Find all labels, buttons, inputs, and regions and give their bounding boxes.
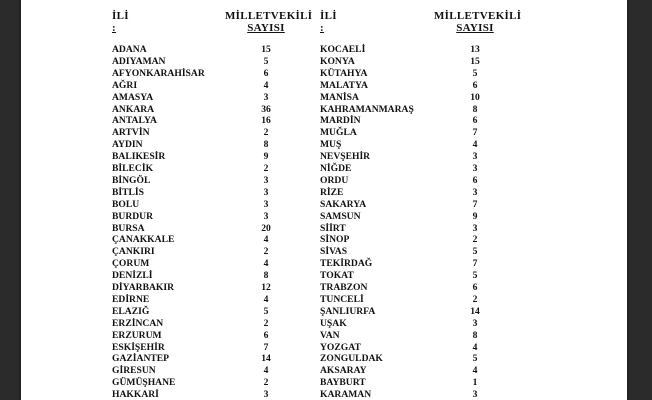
left-province-name: ELAZIĞ — [112, 305, 150, 317]
table-row — [21, 342, 627, 353]
left-deputy-count: 14 — [261, 353, 271, 365]
left-province-name: ADANA — [112, 44, 147, 55]
right-deputy-count-header — [434, 10, 522, 34]
table-row — [21, 306, 627, 317]
left-province-name: ÇANKIRI — [112, 246, 155, 258]
table-row — [21, 127, 627, 138]
left-province-name: BALIKESİR — [112, 151, 166, 163]
table-row — [21, 223, 627, 234]
left-deputy-count: 2 — [263, 377, 269, 389]
left-deputy-count-header — [225, 10, 313, 34]
left-deputy-count: 3 — [263, 91, 269, 103]
table-row — [21, 199, 627, 210]
left-province-name: BURSA — [112, 222, 145, 234]
left-province-name: ESKİŞEHİR — [112, 341, 165, 353]
right-province-name: MALATYA — [320, 79, 368, 91]
table-row — [21, 211, 627, 222]
right-province-name: TUNCELİ — [320, 293, 364, 305]
left-province-name: BURDUR — [112, 210, 154, 222]
left-deputy-count: 12 — [261, 282, 271, 293]
left-deputy-count: 2 — [263, 163, 269, 174]
right-deputy-count: 3 — [472, 163, 478, 174]
left-province-name: GAZİANTEP — [112, 353, 170, 365]
right-province-header-label: İLİ — [320, 10, 337, 22]
right-deputy-header-label: MİLLETVEKİLİ — [434, 10, 522, 22]
left-province-name: ANKARA — [112, 103, 155, 115]
right-deputy-count: 7 — [472, 127, 478, 139]
left-deputy-count: 6 — [263, 329, 269, 341]
left-province-name: ÇANAKKALE — [112, 234, 175, 246]
right-deputy-count: 5 — [472, 270, 478, 282]
left-province-name: AĞRI — [112, 79, 138, 91]
right-deputy-count: 4 — [472, 365, 478, 377]
left-deputy-count: 15 — [261, 44, 271, 55]
left-province-name: HAKKARİ — [112, 389, 159, 400]
table-row — [21, 270, 627, 281]
right-province-name: SİVAS — [320, 246, 348, 258]
right-province-name: TOKAT — [320, 270, 354, 282]
right-province-name: RİZE — [320, 186, 344, 198]
right-province-name: MUĞLA — [320, 127, 357, 139]
left-deputy-count: 4 — [263, 234, 269, 246]
right-province-header-colon: : — [320, 22, 324, 34]
right-province-name: KOCAELİ — [320, 44, 366, 55]
right-province-name: YOZGAT — [320, 341, 361, 353]
left-province-name: GÜMÜŞHANE — [112, 377, 176, 389]
right-deputy-count: 4 — [472, 139, 478, 151]
left-deputy-count: 9 — [263, 151, 269, 163]
right-deputy-header-sub: SAYISI — [456, 22, 494, 34]
left-deputy-count: 6 — [263, 67, 269, 79]
right-deputy-count: 2 — [472, 234, 478, 246]
left-deputy-count: 3 — [263, 389, 269, 400]
right-deputy-count: 6 — [472, 115, 478, 127]
left-province-header — [112, 10, 129, 34]
left-deputy-count: 3 — [263, 210, 269, 222]
left-province-header-colon: : — [112, 22, 116, 34]
left-province-name: ERZİNCAN — [112, 317, 164, 329]
left-province-name: BİLECİK — [112, 163, 154, 174]
right-province-name: AKSARAY — [320, 365, 367, 377]
left-province-name: BOLU — [112, 198, 140, 210]
left-province-name: ÇORUM — [112, 258, 150, 270]
table-row — [21, 163, 627, 174]
left-province-name: BİNGÖL — [112, 174, 151, 186]
right-deputy-count: 1 — [472, 377, 478, 389]
left-province-name: ARTVİN — [112, 127, 150, 139]
right-deputy-count: 5 — [472, 353, 478, 365]
table-row — [21, 330, 627, 341]
right-province-name: SAMSUN — [320, 210, 361, 222]
right-province-name: NİĞDE — [320, 163, 352, 174]
left-deputy-count: 2 — [263, 127, 269, 139]
left-province-name: AFYONKARAHİSAR — [112, 67, 205, 79]
table-row — [21, 318, 627, 329]
right-deputy-count: 3 — [472, 222, 478, 234]
right-deputy-count: 2 — [472, 293, 478, 305]
right-province-name: MANİSA — [320, 91, 359, 103]
table-row — [21, 294, 627, 305]
right-deputy-count: 3 — [472, 151, 478, 163]
left-deputy-count: 4 — [263, 365, 269, 377]
left-deputy-count: 16 — [261, 115, 271, 127]
right-province-name: SİİRT — [320, 222, 346, 234]
left-province-name: ERZURUM — [112, 329, 162, 341]
table-row — [21, 44, 627, 55]
right-province-name: VAN — [320, 329, 340, 341]
right-deputy-count: 8 — [472, 103, 478, 115]
left-deputy-count: 4 — [263, 293, 269, 305]
table-row — [21, 104, 627, 115]
left-deputy-count: 3 — [263, 186, 269, 198]
right-deputy-count: 7 — [472, 258, 478, 270]
table-row — [21, 80, 627, 91]
left-province-name: AYDIN — [112, 139, 143, 151]
left-province-name: GİRESUN — [112, 365, 156, 377]
left-province-name: DENİZLİ — [112, 270, 153, 282]
left-province-name: AMASYA — [112, 91, 154, 103]
table-row — [21, 234, 627, 245]
right-deputy-count: 5 — [472, 67, 478, 79]
right-deputy-count: 8 — [472, 329, 478, 341]
right-province-name: KÜTAHYA — [320, 67, 368, 79]
right-deputy-count: 4 — [472, 341, 478, 353]
table-row — [21, 56, 627, 67]
right-province-header — [320, 10, 337, 34]
table-row — [21, 353, 627, 364]
table-row — [21, 246, 627, 257]
right-deputy-count: 3 — [472, 186, 478, 198]
table-row — [21, 115, 627, 126]
left-deputy-count: 2 — [263, 317, 269, 329]
left-deputy-count: 2 — [263, 246, 269, 258]
left-deputy-count: 8 — [263, 139, 269, 151]
right-deputy-count: 3 — [472, 317, 478, 329]
table-row — [21, 377, 627, 388]
table-row — [21, 139, 627, 150]
right-province-name: MUŞ — [320, 139, 342, 151]
right-province-name: ŞANLIURFA — [320, 305, 376, 317]
right-deputy-count: 5 — [472, 246, 478, 258]
left-province-name: ADIYAMAN — [112, 55, 166, 67]
right-province-name: NEVŞEHİR — [320, 151, 371, 163]
left-province-name: ANTALYA — [112, 115, 157, 127]
table-row — [21, 282, 627, 293]
right-deputy-count: 13 — [470, 44, 480, 55]
right-province-name: KARAMAN — [320, 389, 372, 400]
table-row — [21, 365, 627, 376]
left-deputy-count: 3 — [263, 198, 269, 210]
right-deputy-count: 15 — [470, 55, 480, 67]
right-deputy-count: 7 — [472, 198, 478, 210]
right-province-name: SAKARYA — [320, 198, 367, 210]
right-province-name: KONYA — [320, 55, 355, 67]
right-province-name: ZONGULDAK — [320, 353, 383, 365]
left-deputy-count: 3 — [263, 174, 269, 186]
table-row — [21, 151, 627, 162]
right-province-name: KAHRAMANMARAŞ — [320, 103, 414, 115]
right-province-name: ORDU — [320, 174, 349, 186]
left-deputy-header-sub: SAYISI — [247, 22, 285, 34]
left-province-header-label: İLİ — [112, 10, 129, 22]
document-page — [21, 0, 627, 400]
right-deputy-count: 6 — [472, 174, 478, 186]
left-deputy-count: 20 — [261, 222, 271, 234]
table-row — [21, 175, 627, 186]
left-deputy-header-label: MİLLETVEKİLİ — [225, 10, 313, 22]
right-province-name: BAYBURT — [320, 377, 366, 389]
right-province-name: UŞAK — [320, 317, 347, 329]
right-province-name: SİNOP — [320, 234, 350, 246]
left-deputy-count: 4 — [263, 79, 269, 91]
right-deputy-count: 3 — [472, 389, 478, 400]
left-deputy-count: 5 — [263, 305, 269, 317]
table-row — [21, 68, 627, 79]
right-deputy-count: 6 — [472, 79, 478, 91]
table-row — [21, 92, 627, 103]
left-deputy-count: 5 — [263, 55, 269, 67]
left-province-name: DİYARBAKIR — [112, 282, 175, 293]
right-deputy-count: 14 — [470, 305, 480, 317]
right-deputy-count: 6 — [472, 282, 478, 293]
right-deputy-count: 9 — [472, 210, 478, 222]
table-row — [21, 258, 627, 269]
left-deputy-count: 8 — [263, 270, 269, 282]
table-row — [21, 389, 627, 400]
table-row — [21, 187, 627, 198]
left-deputy-count: 4 — [263, 258, 269, 270]
left-deputy-count: 36 — [261, 103, 271, 115]
left-province-name: EDİRNE — [112, 293, 150, 305]
left-province-name: BİTLİS — [112, 186, 144, 198]
right-province-name: MARDİN — [320, 115, 361, 127]
right-deputy-count: 10 — [470, 91, 480, 103]
left-deputy-count: 7 — [263, 341, 269, 353]
right-province-name: TRABZON — [320, 282, 368, 293]
right-province-name: TEKİRDAĞ — [320, 258, 373, 270]
